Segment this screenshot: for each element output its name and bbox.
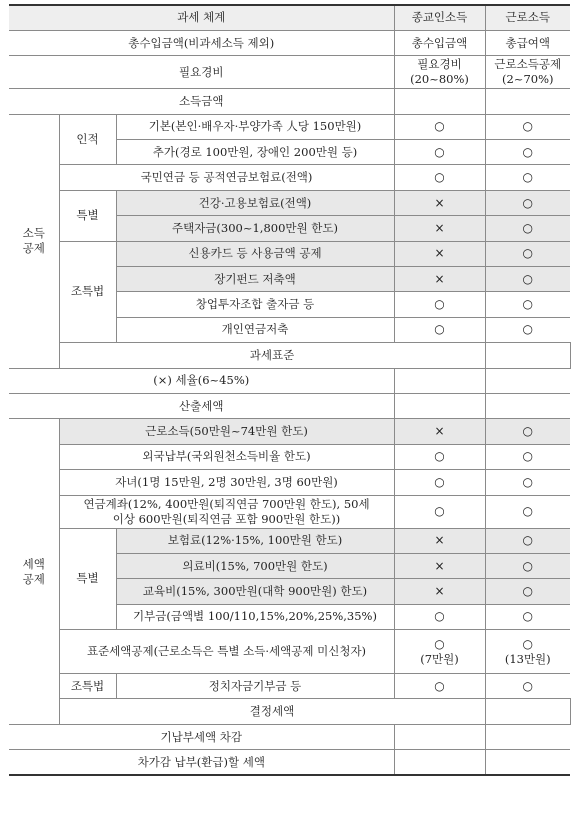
pension-account-religious: ○	[394, 495, 485, 528]
row-calc-tax	[9, 393, 570, 418]
standard-credit-religious-symbol: ○	[434, 636, 445, 651]
final-religious	[394, 750, 485, 775]
expense-label: 필요경비	[9, 56, 394, 89]
row-standard-credit	[9, 630, 570, 674]
medical-credit-religious: ×	[394, 553, 485, 578]
calc-tax-earned	[485, 393, 570, 418]
income-religious	[394, 89, 485, 114]
pension-account-label	[59, 495, 394, 528]
rate-religious	[394, 368, 485, 393]
credit-group-label-2: 공제	[22, 571, 45, 586]
standard-credit-earned	[485, 630, 570, 674]
children-religious: ○	[394, 470, 485, 495]
row-rate	[9, 368, 570, 393]
row-special-health	[9, 190, 570, 215]
personal-extra-religious: ○	[394, 140, 485, 165]
personal-basic-religious: ○	[394, 114, 485, 139]
final-earned	[485, 750, 570, 775]
expense-religious-2: (20~80%)	[410, 72, 469, 87]
row-expense	[9, 56, 570, 89]
personal-extra-earned: ○	[485, 140, 570, 165]
personal-basic-earned: ○	[485, 114, 570, 139]
medical-credit-label: 의료비(15%, 700만원 한도)	[116, 553, 394, 578]
donation-credit-label: 기부금(금액별 100/110,15%,20%,25%,35%)	[116, 604, 394, 629]
final-label: 차가감 납부(환급)할 세액	[9, 750, 394, 775]
special-law-venture-religious: ○	[394, 292, 485, 317]
expense-earned	[485, 56, 570, 89]
deduction-group-label-2: 공제	[22, 241, 45, 256]
special-health-religious: ×	[394, 190, 485, 215]
insurance-credit-earned: ○	[485, 528, 570, 553]
foreign-religious: ○	[394, 444, 485, 469]
deduction-group-label	[9, 114, 59, 368]
special-health-label: 건강·고용보험료(전액)	[116, 190, 394, 215]
row-prepaid	[9, 724, 570, 749]
special-law-savings-religious: ○	[394, 317, 485, 342]
row-income	[9, 89, 570, 114]
prepaid-label: 기납부세액 차감	[9, 724, 394, 749]
personal-basic-label: 기본(본인·배우자·부양가족 人당 150만원)	[116, 114, 394, 139]
expense-religious	[394, 56, 485, 89]
political-earned: ○	[485, 674, 570, 699]
pension-insurance-label: 국민연금 등 공적연금보험료(전액)	[59, 165, 394, 190]
income-label: 소득금액	[9, 89, 394, 114]
prepaid-religious	[394, 724, 485, 749]
donation-credit-earned: ○	[485, 604, 570, 629]
foreign-earned: ○	[485, 444, 570, 469]
insurance-credit-label: 보험료(12%·15%, 100만원 한도)	[116, 528, 394, 553]
tax-comparison-table	[9, 4, 570, 776]
deduction-group-label-1: 소득	[22, 226, 45, 241]
table-header-row	[9, 5, 570, 30]
gross-label: 총수입금액(비과세소득 제외)	[9, 30, 394, 55]
political-item-label: 정치자금기부금 등	[116, 674, 394, 699]
special-law-venture-earned: ○	[485, 292, 570, 317]
rate-earned	[485, 368, 570, 393]
donation-credit-religious: ○	[394, 604, 485, 629]
credit-group-label-1: 세액	[22, 556, 45, 571]
political-religious: ○	[394, 674, 485, 699]
row-pension-insurance	[9, 165, 570, 190]
header-religious: 종교인소득	[394, 5, 485, 30]
standard-credit-religious	[394, 630, 485, 674]
pension-account-label-2: 이상 600만원(퇴직연금 포함 900만원 한도))	[112, 511, 341, 526]
special-law-savings-label: 개인연금저축	[116, 317, 394, 342]
special-law-card-religious: ×	[394, 241, 485, 266]
expense-earned-2: (2~70%)	[502, 72, 554, 87]
special-credit-label: 특별	[59, 528, 116, 630]
rate-label: (×) 세율(6~45%)	[9, 368, 394, 393]
insurance-credit-religious: ×	[394, 528, 485, 553]
standard-credit-label: 표준세액공제(근로소득은 특별 소득·세액공제 미신청자)	[59, 630, 394, 674]
standard-credit-earned-amount: (13만원)	[504, 651, 551, 666]
pension-insurance-religious: ○	[394, 165, 485, 190]
pension-account-earned: ○	[485, 495, 570, 528]
tax-base-religious	[485, 343, 570, 368]
calc-tax-religious	[394, 393, 485, 418]
special-housing-label: 주택자금(300~1,800만원 한도)	[116, 216, 394, 241]
pension-account-label-1: 연금계좌(12%, 400만원(퇴직연금 700만원 한도), 50세	[83, 496, 370, 511]
determined-religious	[485, 699, 570, 724]
prepaid-earned	[485, 724, 570, 749]
special-law-savings-earned: ○	[485, 317, 570, 342]
header-earned: 근로소득	[485, 5, 570, 30]
children-earned: ○	[485, 470, 570, 495]
tax-base-label: 과세표준	[59, 343, 485, 368]
education-credit-earned: ○	[485, 579, 570, 604]
earned-credit-label: 근로소득(50만원~74만원 한도)	[59, 419, 394, 444]
personal-extra-label: 추가(경로 100만원, 장애인 200만원 등)	[116, 140, 394, 165]
standard-credit-religious-amount: (7만원)	[420, 651, 459, 666]
special-law-card-label: 신용카드 등 사용금액 공제	[116, 241, 394, 266]
row-pension-account	[9, 495, 570, 528]
special-law-fund-label: 장기펀드 저축액	[116, 267, 394, 292]
row-children	[9, 470, 570, 495]
special-housing-earned: ○	[485, 216, 570, 241]
row-personal-basic	[9, 114, 570, 139]
row-tax-base	[9, 343, 570, 368]
special-health-earned: ○	[485, 190, 570, 215]
row-determined	[9, 699, 570, 724]
determined-label: 결정세액	[59, 699, 485, 724]
calc-tax-label: 산출세액	[9, 393, 394, 418]
special-housing-religious: ×	[394, 216, 485, 241]
earned-credit-religious: ×	[394, 419, 485, 444]
row-special-law-card	[9, 241, 570, 266]
gross-earned: 총급여액	[485, 30, 570, 55]
special-label: 특별	[59, 190, 116, 241]
personal-label: 인적	[59, 114, 116, 165]
tax-comparison-table-wrap	[9, 4, 570, 776]
earned-credit-earned: ○	[485, 419, 570, 444]
income-earned	[485, 89, 570, 114]
children-label: 자녀(1명 15만원, 2명 30만원, 3명 60만원)	[59, 470, 394, 495]
row-foreign	[9, 444, 570, 469]
pension-insurance-earned: ○	[485, 165, 570, 190]
education-credit-religious: ×	[394, 579, 485, 604]
special-law-fund-earned: ○	[485, 267, 570, 292]
special-law-fund-religious: ×	[394, 267, 485, 292]
special-law-venture-label: 창업투자조합 출자금 등	[116, 292, 394, 317]
header-system: 과세 체계	[9, 5, 394, 30]
expense-religious-1: 필요경비	[417, 57, 462, 72]
special-law-card-earned: ○	[485, 241, 570, 266]
credit-group-label	[9, 419, 59, 725]
row-final	[9, 750, 570, 775]
special-law-label: 조특법	[59, 241, 116, 343]
foreign-label: 외국납부(국외원천소득비율 한도)	[59, 444, 394, 469]
row-gross	[9, 30, 570, 55]
row-political	[9, 674, 570, 699]
standard-credit-earned-symbol: ○	[522, 636, 533, 651]
education-credit-label: 교육비(15%, 300만원(대학 900만원) 한도)	[116, 579, 394, 604]
gross-religious: 총수입금액	[394, 30, 485, 55]
row-earned-credit	[9, 419, 570, 444]
medical-credit-earned: ○	[485, 553, 570, 578]
political-law-label: 조특법	[59, 674, 116, 699]
expense-earned-1: 근로소득공제	[494, 57, 562, 72]
row-insurance-credit	[9, 528, 570, 553]
